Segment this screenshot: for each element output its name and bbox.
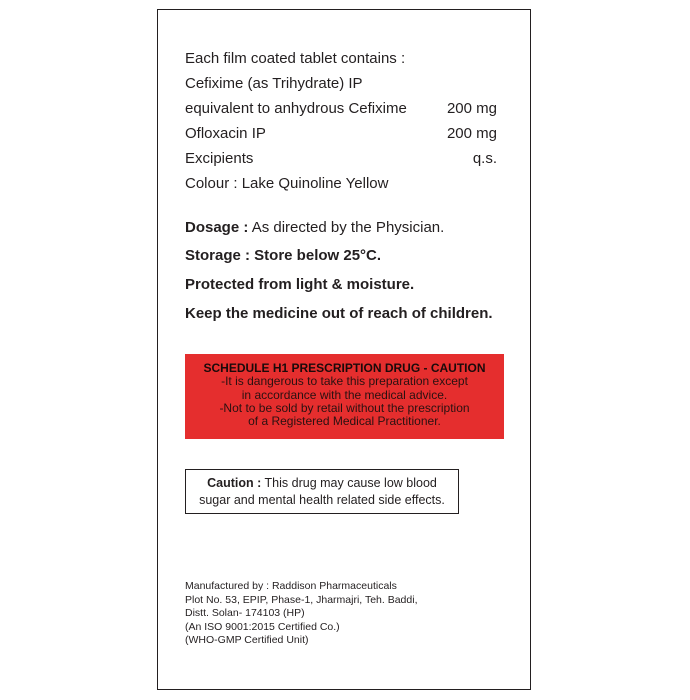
ingredient-name: Excipients [185,150,254,167]
caution-line-2: sugar and mental health related side effects. [199,493,445,507]
schedule-warning-line: in accordance with the medical advice. [241,387,448,402]
ingredient-amount: 200 mg [446,100,497,117]
ingredient-amount: q.s. [472,150,497,167]
composition-heading-row [185,51,497,76]
dosage-text: As directed by the Physician. [248,219,445,236]
manufacturer-line: Manufactured by : Raddison Pharmaceuticals [185,580,397,592]
schedule-warning-line: of a Registered Medical Practitioner. [248,414,441,429]
composition-row [185,151,497,176]
caution-line-1 [186,475,458,492]
children-warning-line: Keep the medicine out of reach of children. [185,305,493,322]
schedule-warning-line: -Not to be sold by retail without the prescription [219,400,470,415]
dosage-label: Dosage : [185,219,249,236]
schedule-warning-title: SCHEDULE H1 PRESCRIPTION DRUG - CAUTION [203,361,486,375]
composition-row [185,176,497,201]
manufacturer-line: (An ISO 9001:2015 Certified Co.) [185,620,340,633]
manufacturer-line: Plot No. 53, EPIP, Phase-1, Jharmajri, Teh. Baddi, [185,593,418,606]
composition-row [185,126,497,151]
composition-block [185,51,497,201]
manufacturer-block [185,580,418,648]
caution-box [185,469,459,514]
ingredient-name: Colour : Lake Quinoline Yellow [185,175,389,192]
composition-row [185,101,497,126]
ingredient-name: Ofloxacin IP [185,125,266,142]
ingredient-amount: 200 mg [446,125,497,142]
storage-line: Storage : Store below 25°C. [185,247,382,264]
ingredient-name: equivalent to anhydrous Cefixime [185,100,407,117]
dosage-line [185,219,444,236]
manufacturer-line: (WHO-GMP Certified Unit) [185,634,309,647]
caution-text: This drug may cause low blood [261,476,437,490]
ingredient-name: Cefixime (as Trihydrate) IP [185,75,363,92]
caution-label: Caution : [207,476,262,490]
manufacturer-line: Distt. Solan- 174103 (HP) [185,607,305,620]
composition-row [185,76,497,101]
schedule-warning-line: -It is dangerous to take this preparation except [221,374,468,389]
composition-heading: Each film coated tablet contains : [185,50,406,67]
schedule-h1-warning-box [185,354,504,439]
protection-line: Protected from light & moisture. [185,276,415,293]
